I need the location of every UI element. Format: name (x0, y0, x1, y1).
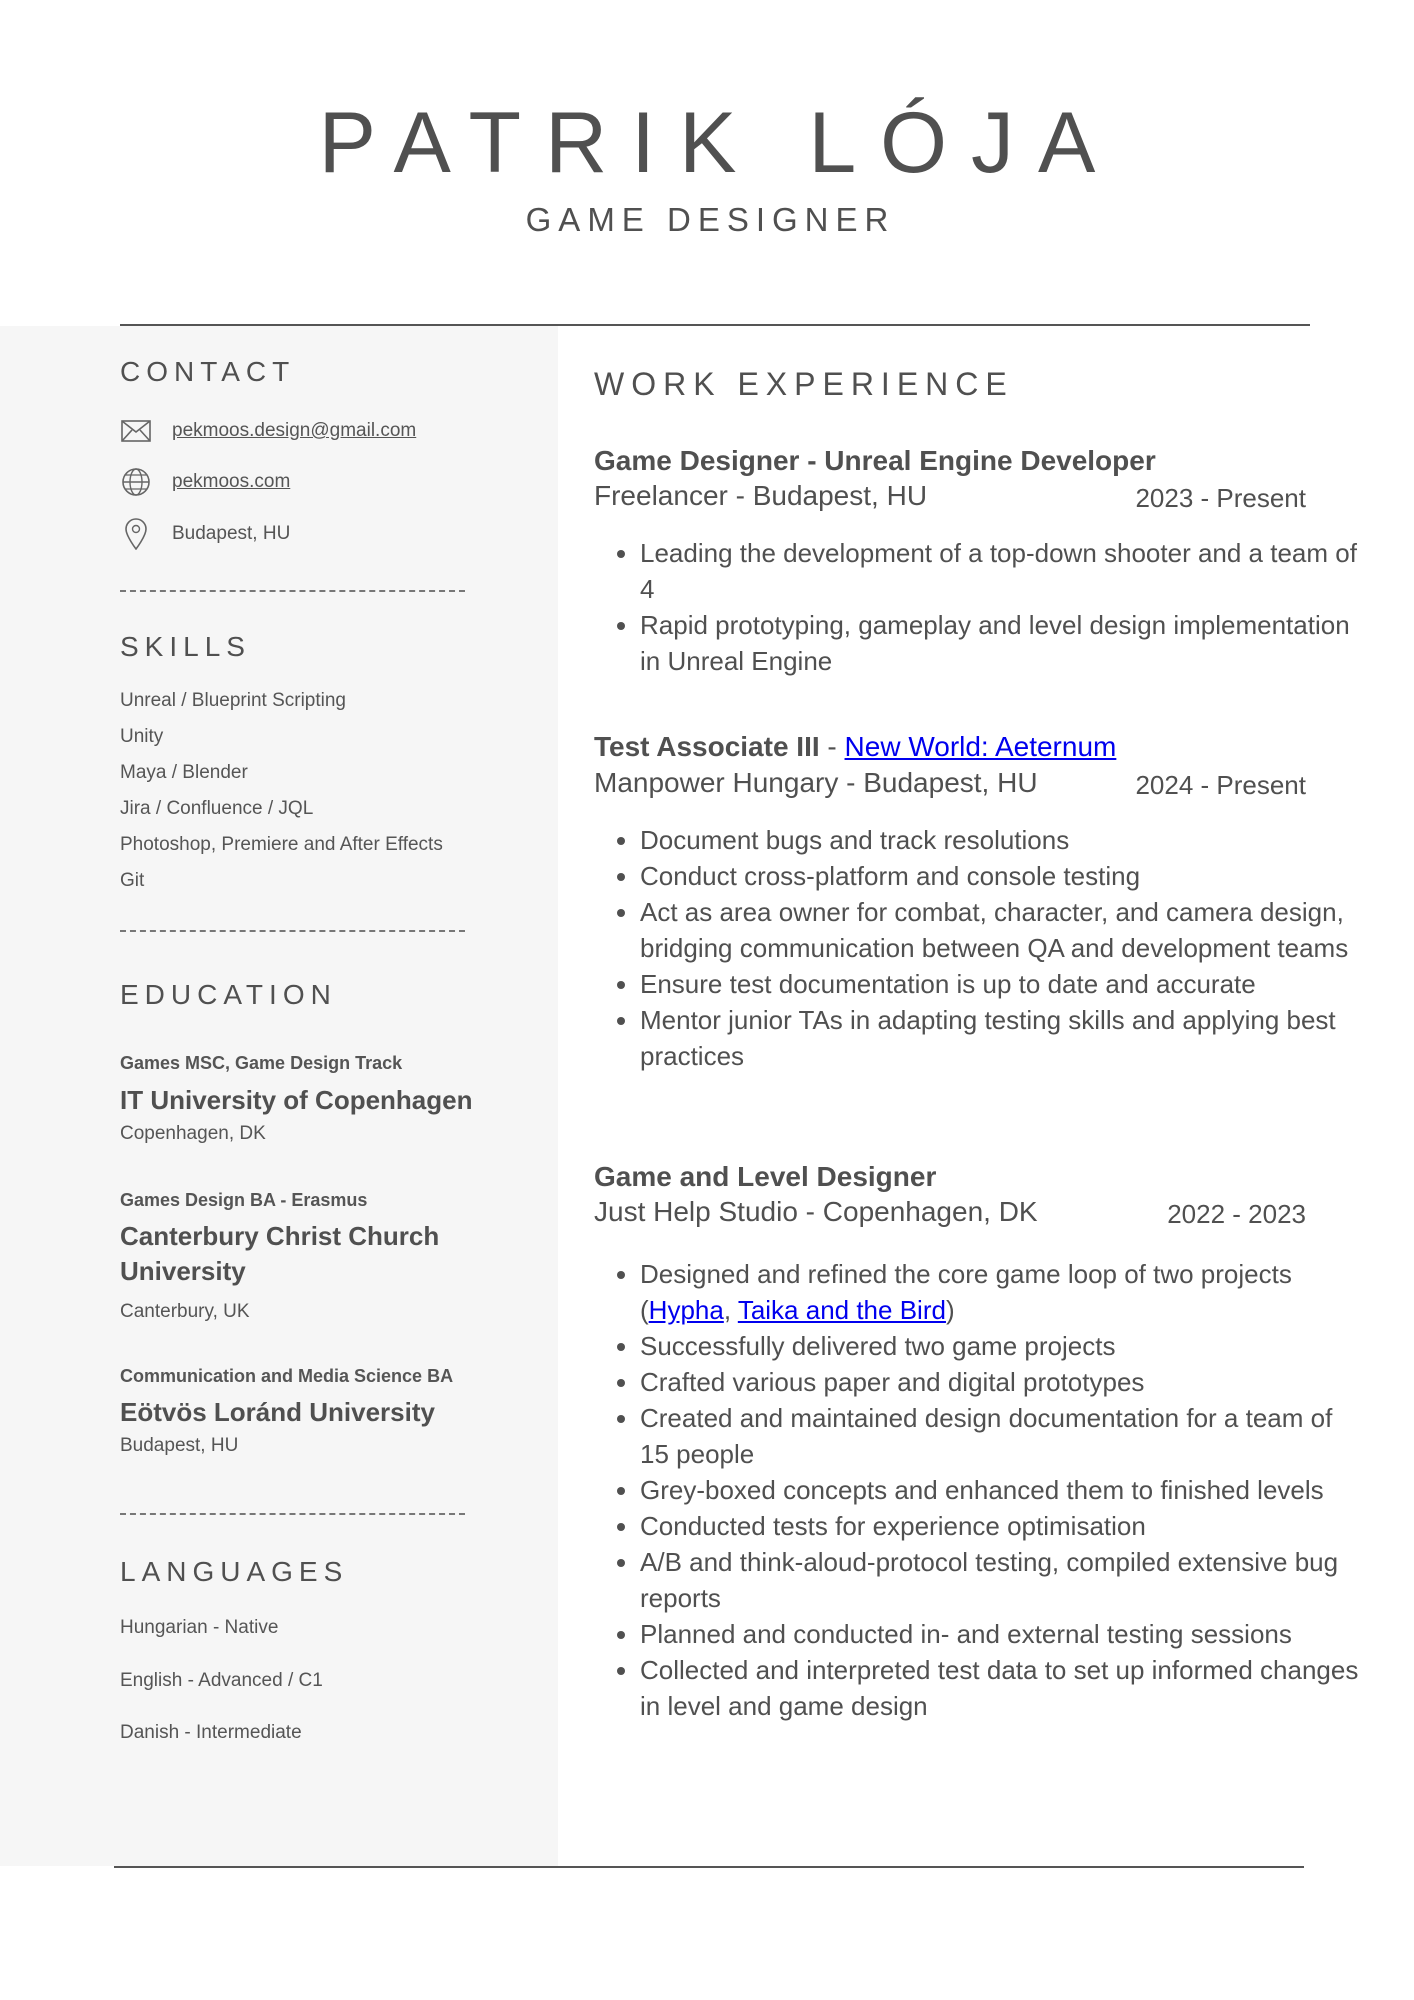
list-item: • Conducted tests for experience optimisation (640, 1508, 1360, 1544)
job-title (594, 733, 1116, 761)
skill-item: Unity (120, 726, 164, 747)
skill-item: Jira / Confluence / JQL (120, 798, 314, 819)
skill-item: Photoshop, Premiere and After Effects (120, 834, 443, 855)
skill-item: Git (120, 870, 145, 891)
job-title: Game Designer - Unreal Engine Developer (594, 445, 1156, 476)
location-pin-icon (120, 519, 152, 549)
list-item: • Planned and conducted in- and external testing sessions (640, 1616, 1360, 1652)
list-item: • Created and maintained design documentation for a team of 15 people (640, 1400, 1360, 1472)
education-degree: Games MSC, Game Design Track (120, 1053, 403, 1073)
section-divider (120, 930, 465, 932)
globe-icon (120, 467, 152, 497)
section-divider (120, 1513, 465, 1515)
language-item: Hungarian - Native (120, 1617, 279, 1638)
education-degree: Games Design BA - Erasmus (120, 1190, 368, 1210)
email-link[interactable]: pekmoos.design@gmail.com (172, 420, 417, 441)
bullet-paren: ) (945, 1295, 955, 1325)
education-school: Eötvös Loránd University (120, 1397, 435, 1427)
list-item (640, 1256, 1360, 1328)
job-role: GAME DESIGNER (525, 201, 896, 238)
job-bullets (594, 535, 1360, 679)
education-location: Copenhagen, DK (120, 1123, 266, 1144)
education-degree: Communication and Media Science BA (120, 1366, 454, 1386)
list-item: • Crafted various paper and digital prototypes (640, 1364, 1360, 1400)
job-company: Freelancer - Budapest, HU (594, 480, 928, 511)
footer-divider (114, 1866, 1304, 1868)
education-school: IT University of Copenhagen (120, 1085, 473, 1115)
list-item: • Act as area owner for combat, character, and camera design, bridging communication between QA and development teams (640, 894, 1360, 966)
skill-item: Maya / Blender (120, 762, 248, 783)
list-item: • Conduct cross-platform and console testing (640, 858, 1360, 894)
contact-location-row (120, 519, 290, 549)
mail-icon (120, 416, 152, 446)
candidate-name: PATRIK LÓJA (318, 95, 1120, 191)
job-title: Game and Level Designer (594, 1161, 937, 1192)
new-world-link[interactable]: New World: Aeternum (844, 731, 1117, 762)
list-item: • Ensure test documentation is up to date and accurate (640, 966, 1360, 1002)
job-company: Just Help Studio - Copenhagen, DK (594, 1196, 1038, 1227)
education-location: Budapest, HU (120, 1435, 239, 1456)
list-item: • Grey-boxed concepts and enhanced them to finished levels (640, 1472, 1360, 1508)
contact-email-row (120, 416, 416, 446)
job-company: Manpower Hungary - Budapest, HU (594, 767, 1038, 798)
education-location: Canterbury, UK (120, 1301, 250, 1322)
bullet-comma: , (723, 1295, 738, 1325)
list-item: • Successfully delivered two game projects (640, 1328, 1360, 1364)
job-title-separator: - (819, 731, 845, 762)
hypha-link[interactable]: Hypha (648, 1295, 724, 1325)
job-bullets (594, 822, 1360, 1074)
job-title-text: Test Associate III (594, 731, 820, 762)
job-dates: 2024 - Present (1135, 770, 1306, 800)
location-text: Budapest, HU (172, 523, 291, 544)
list-item: • Rapid prototyping, gameplay and level design implementation in Unreal Engine (640, 607, 1360, 679)
list-item: • Mentor junior TAs in adapting testing skills and applying best practices (640, 1002, 1360, 1074)
work-experience-heading: WORK EXPERIENCE (594, 366, 1014, 402)
languages-heading: LANGUAGES (120, 1556, 349, 1587)
section-divider (120, 590, 465, 592)
bullet-paren: ( (640, 1295, 649, 1325)
taika-and-the-bird-link[interactable]: Taika and the Bird (737, 1295, 946, 1325)
job-dates: 2023 - Present (1135, 483, 1306, 513)
language-item: Danish - Intermediate (120, 1722, 302, 1743)
job-dates: 2022 - 2023 (1167, 1199, 1306, 1229)
education-heading: EDUCATION (120, 979, 337, 1010)
contact-heading: CONTACT (120, 356, 296, 387)
list-item: • Document bugs and track resolutions (640, 822, 1360, 858)
list-item: • Collected and interpreted test data to set up informed changes in level and game design (640, 1652, 1360, 1724)
list-item: • Leading the development of a top-down shooter and a team of 4 (640, 535, 1360, 607)
job-bullets (594, 1256, 1360, 1724)
skills-heading: SKILLS (120, 631, 251, 662)
skill-item: Unreal / Blueprint Scripting (120, 690, 346, 711)
bullet-text: Designed and refined the core game loop of two projects (640, 1259, 1292, 1289)
website-link[interactable]: pekmoos.com (172, 471, 291, 492)
list-item: • A/B and think-aloud-protocol testing, compiled extensive bug reports (640, 1544, 1360, 1616)
contact-website-row (120, 467, 290, 497)
education-school: Canterbury Christ Church University (120, 1221, 440, 1286)
language-item: English - Advanced / C1 (120, 1670, 323, 1691)
